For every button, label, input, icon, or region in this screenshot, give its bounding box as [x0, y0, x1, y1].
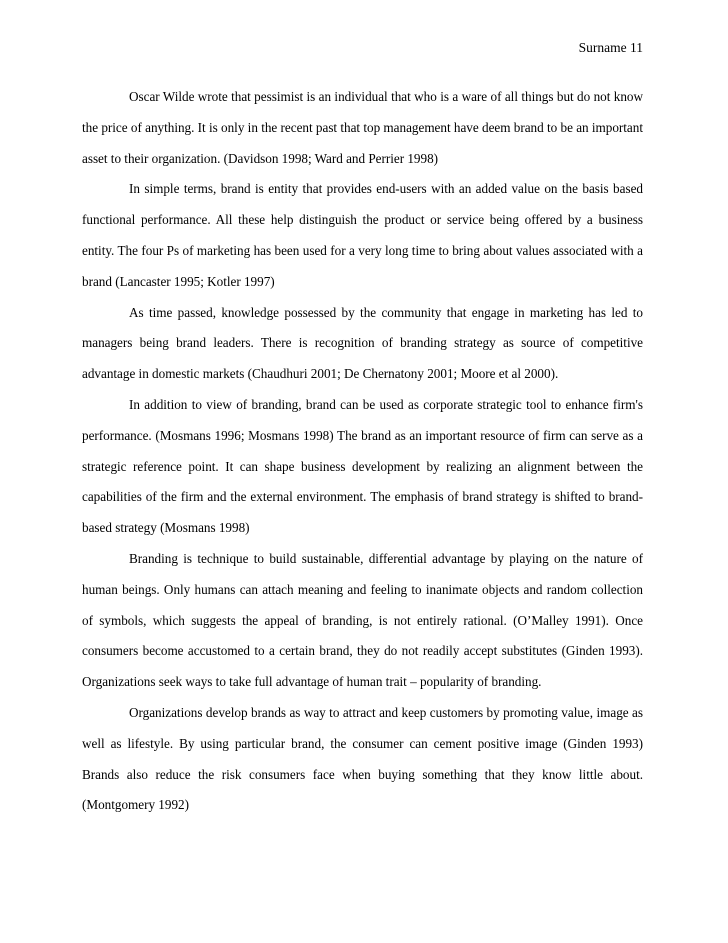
paragraph-oscar-wilde: Oscar Wilde wrote that pessimist is an individual that who is a ware of all things but do not know the price of anything. It is only in the recent past that top management have deem brand to be an important asset to their organization. (Davidson 1998; Ward and Perrier 1998)	[82, 89, 643, 166]
paragraph-branding-technique: Branding is technique to build sustainable, differential advantage by playing on the nature of human beings. Only humans can attach meaning and feeling to inanimate objects and random collection of symbols, which suggests the appeal of branding, is not entirely rational. (O’Malley 1991). Once consumers become accustomed to a certain brand, they do not readily accept substitutes (Ginden 1993). Organizations seek ways to take full advantage of human trait – popularity of branding.	[82, 550, 643, 690]
body-text	[82, 82, 643, 821]
paragraph-brand-leaders: As time passed, knowledge possessed by the community that engage in marketing has led to managers being brand leaders. There is recognition of branding strategy as source of competitive advantage in domestic markets (Chaudhuri 2001; De Chernatony 2001; Moore et al 2000).	[82, 304, 643, 382]
paragraph-brand-definition: In simple terms, brand is entity that provides end-users with an added value on the basis based functional performance. All these help distinguish the product or service being offered by a business entity. The four Ps of marketing has been used for a very long time to bring about values associated with a brand (Lancaster 1995; Kotler 1997)	[82, 181, 643, 289]
running-head: Surname 11	[578, 40, 643, 55]
paragraph-organizations-develop-brands: Organizations develop brands as way to attract and keep customers by promoting value, image as well as lifestyle. By using particular brand, the consumer can cement positive image (Ginden 1993) Brands also reduce the risk consumers face when buying something that they know little about. (Montgomery 1992)	[82, 704, 643, 813]
paragraph-strategic-tool: In addition to view of branding, brand can be used as corporate strategic tool to enhance firm's performance. (Mosmans 1996; Mosmans 1998) The brand as an important resource of firm can serve as a strategic reference point. It can shape business development by realizing an alignment between the capabilities of the firm and the external environment. The emphasis of brand strategy is shifted to brand-based strategy (Mosmans 1998)	[82, 396, 643, 536]
